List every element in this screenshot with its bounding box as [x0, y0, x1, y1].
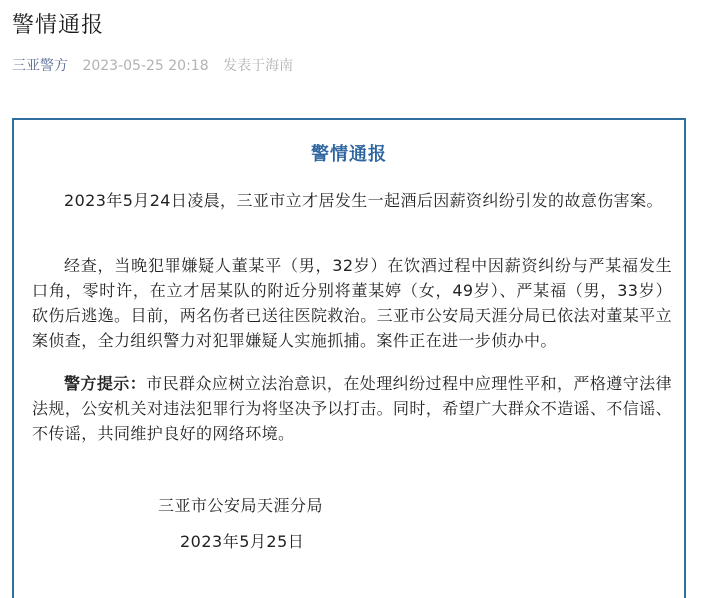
article-meta — [12, 56, 293, 76]
account-name-link[interactable]: 三亚警方 — [12, 58, 68, 74]
notice-signature-date: 2023年5月25日 — [180, 532, 305, 551]
notice-box — [12, 118, 686, 598]
police-tip-text: 市民群众应树立法治意识，在处理纠纷过程中应理性平和，严格遵守法律法规，公安机关对违法犯罪行为将坚决予以打击。同时，希望广大群众不造谣、不信谣、不传谣，共同维护良好的网络环境。 — [32, 374, 672, 443]
police-tip-label: 警方提示： — [64, 374, 147, 393]
notice-signature: 三亚市公安局天涯分局 — [158, 496, 324, 515]
publish-date: 2023-05-25 20:18 — [82, 58, 209, 74]
article-title: 警情通报 — [12, 13, 105, 38]
notice-paragraph-2: 经查，当晚犯罪嫌疑人董某平（男，32岁）在饮酒过程中因薪资纠纷与严某福发生口角，零时许，在立才居某队的附近分别将董某婷（女，49岁）、严某福（男，33岁）砍伤后逃逸。目前，两名伤者已送往医院救治。三亚市公安局天涯分局已依法对董某平立案侦查，全力组织警力对犯罪嫌疑人实施抓捕。案件正在进一步侦办中。 — [32, 256, 672, 350]
publish-location: 发表于海南 — [223, 58, 294, 74]
notice-heading: 警情通报 — [311, 144, 387, 165]
notice-paragraph-1: 2023年5月24日凌晨，三亚市立才居发生一起酒后因薪资纠纷引发的故意伤害案。 — [64, 191, 663, 210]
notice-paragraph-3 — [32, 371, 672, 446]
